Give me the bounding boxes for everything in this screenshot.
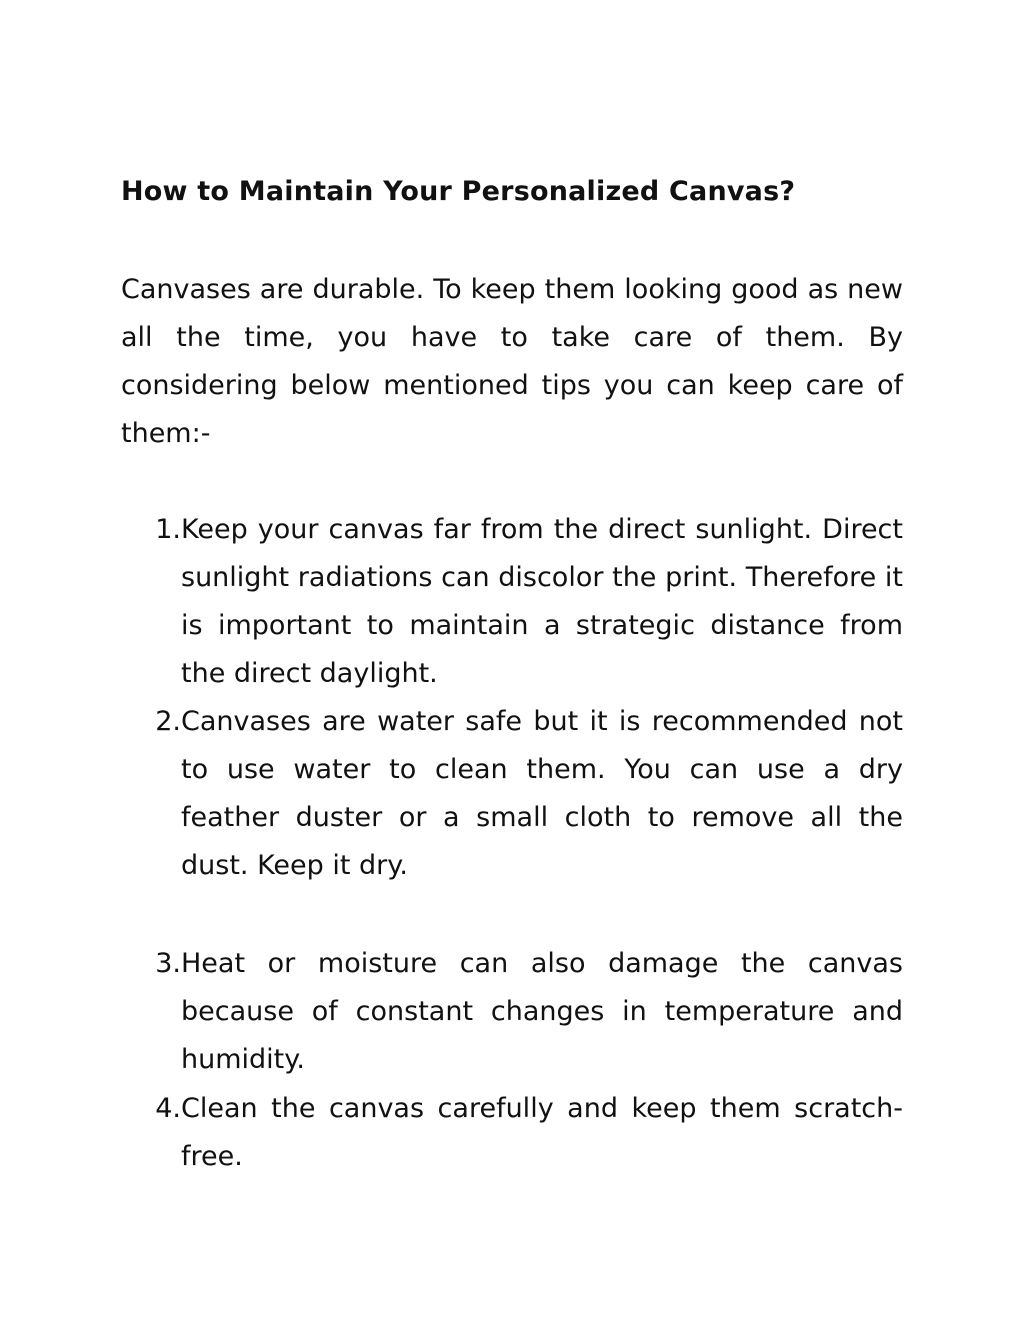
list-item-2 xyxy=(121,698,903,890)
list-item-number: 3. xyxy=(155,948,181,979)
list-item-number: 1. xyxy=(155,514,181,545)
list-item-4 xyxy=(121,1085,903,1181)
list-item-text: Canvases are water safe but it is recommended not to use water to clean them. You can use a dry feather duster or a small cloth to remove all the dust. Keep it dry. xyxy=(181,706,903,881)
list-item-text: Clean the canvas carefully and keep them scratch-free. xyxy=(181,1093,903,1172)
list-item-text: Heat or moisture can also damage the canvas because of constant changes in temperature and humidity. xyxy=(181,948,903,1075)
document-title: How to Maintain Your Personalized Canvas? xyxy=(121,176,796,207)
list-item-number: 2. xyxy=(155,706,181,737)
list-item-3 xyxy=(121,940,903,1084)
list-item-number: 4. xyxy=(155,1093,181,1124)
list-item-1 xyxy=(121,506,903,698)
list-item-text: Keep your canvas far from the direct sunlight. Direct sunlight radiations can discolor the print. Therefore it is important to maintain a strategic distance from the direct daylight. xyxy=(181,514,903,689)
intro-paragraph: Canvases are durable. To keep them looking good as new all the time, you have to take care of them. By considering below mentioned tips you can keep care of them:- xyxy=(121,274,903,449)
